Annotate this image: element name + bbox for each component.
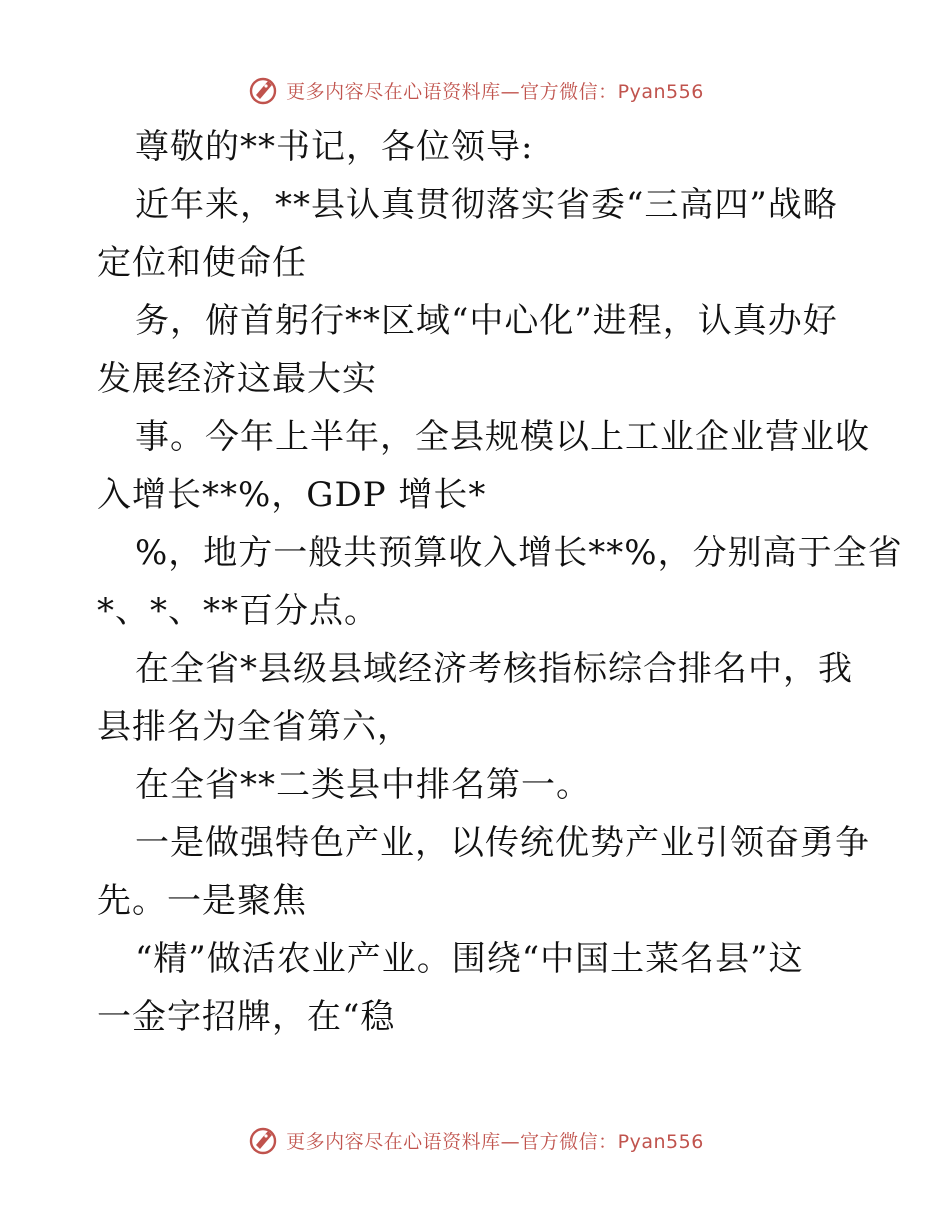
watermark-text: 更多内容尽在心语资料库—官方微信：Pyan556 [286, 80, 704, 103]
document-body [97, 118, 903, 1046]
body-line: 入增长**%，GDP 增长* [97, 475, 487, 515]
header-watermark [0, 70, 950, 110]
body-line: 事。今年上半年，全县规模以上工业企业营业收 [135, 417, 870, 457]
footer-watermark [0, 1120, 950, 1160]
pen-nib-circle-icon [246, 73, 280, 107]
body-line: 一金字招牌，在“稳 [97, 997, 396, 1037]
body-line: “精”做活农业产业。围绕“中国土菜名县”这 [135, 939, 804, 979]
body-line: 尊敬的**书记，各位领导: [135, 127, 534, 167]
body-line: *、*、**百分点。 [97, 591, 379, 631]
body-line: 县排名为全省第六， [97, 707, 412, 747]
body-line: 定位和使命任 [97, 243, 307, 283]
body-line: 先。一是聚焦 [97, 881, 307, 921]
body-line: 一是做强特色产业，以传统优势产业引领奋勇争 [135, 823, 870, 863]
body-line: 在全省*县级县域经济考核指标综合排名中，我 [135, 649, 853, 689]
body-line: 近年来，**县认真贯彻落实省委“三高四”战略 [135, 185, 838, 225]
pen-nib-circle-icon [246, 1123, 280, 1157]
body-line: 在全省**二类县中排名第一。 [135, 765, 591, 805]
body-line: 发展经济这最大实 [97, 359, 377, 399]
body-line: 务，俯首躬行**区域“中心化”进程，认真办好 [135, 301, 838, 341]
watermark-text: 更多内容尽在心语资料库—官方微信：Pyan556 [286, 1130, 704, 1153]
body-line: %，地方一般共预算收入增长**%，分别高于全省 [135, 533, 903, 573]
